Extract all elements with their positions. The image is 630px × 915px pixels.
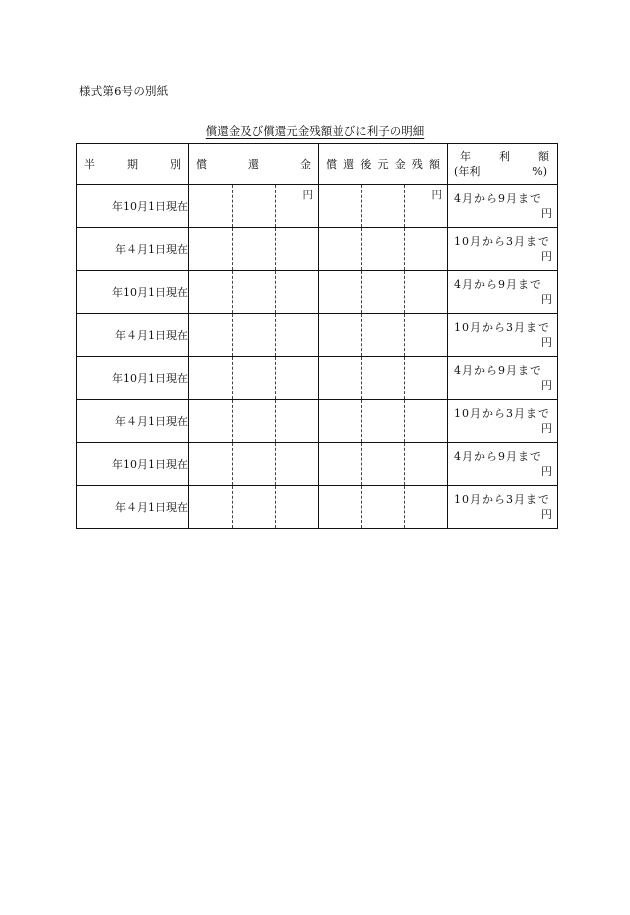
interest-yen-unit: 円 [541, 336, 553, 349]
period-cell: 年４月1日現在 [77, 228, 189, 271]
redemption-amount-cell[interactable] [233, 271, 276, 314]
rate-char: 利 [499, 150, 511, 163]
redemption-amount-cell[interactable] [233, 486, 276, 529]
redemption-amount-cell[interactable] [276, 314, 319, 357]
remaining-amount-cell[interactable] [362, 357, 405, 400]
interest-cell [448, 486, 558, 529]
redemption-amount-cell[interactable] [233, 228, 276, 271]
remaining-amount-cell[interactable] [319, 271, 362, 314]
table-row [77, 185, 558, 228]
remaining-amount-cell[interactable] [362, 400, 405, 443]
remaining-amount-cell[interactable] [319, 314, 362, 357]
interest-yen-unit: 円 [541, 250, 553, 263]
header-remaining [319, 144, 448, 185]
redemption-char: 金 [300, 158, 311, 171]
redemption-amount-cell[interactable] [233, 185, 276, 228]
interest-cell [448, 443, 558, 486]
remaining-amount-cell[interactable] [319, 357, 362, 400]
remaining-amount-cell[interactable] [405, 357, 448, 400]
redemption-amount-cell[interactable] [276, 486, 319, 529]
rate-sub-close: %) [532, 165, 548, 178]
remaining-amount-cell[interactable] [405, 271, 448, 314]
period-cell: 年10月1日現在 [77, 185, 189, 228]
period-cell: 年４月1日現在 [77, 314, 189, 357]
remaining-amount-cell[interactable] [362, 185, 405, 228]
interest-yen-unit: 円 [541, 207, 553, 220]
redemption-amount-cell[interactable] [276, 443, 319, 486]
period-cell: 年４月1日現在 [77, 486, 189, 529]
remaining-amount-cell[interactable] [405, 314, 448, 357]
remaining-char: 償 [326, 158, 337, 171]
interest-period: 10月から3月まで [454, 235, 551, 248]
redemption-amount-cell[interactable] [189, 400, 233, 443]
period-cell: 年10月1日現在 [77, 357, 189, 400]
remaining-amount-cell[interactable] [405, 228, 448, 271]
remaining-amount-cell[interactable] [362, 486, 405, 529]
redemption-header-text [189, 156, 318, 172]
remaining-amount-cell[interactable] [362, 228, 405, 271]
form-number-label: 様式第6号の別紙 [79, 84, 169, 98]
interest-cell [448, 271, 558, 314]
period-char: 半 [84, 158, 95, 171]
redemption-amount-cell[interactable] [189, 486, 233, 529]
redemption-table [76, 143, 558, 529]
remaining-amount-cell[interactable] [362, 271, 405, 314]
interest-period: 4月から9月まで [454, 192, 543, 205]
period-cell: 年10月1日現在 [77, 443, 189, 486]
interest-period: 4月から9月まで [454, 364, 543, 377]
redemption-amount-cell[interactable] [189, 357, 233, 400]
redemption-char: 還 [248, 158, 259, 171]
remaining-amount-cell[interactable] [319, 228, 362, 271]
redemption-char: 償 [196, 158, 207, 171]
rate-char: 額 [538, 150, 550, 163]
remaining-char: 還 [343, 158, 355, 171]
table-row [77, 228, 558, 271]
remaining-char: 後 [360, 158, 372, 171]
redemption-amount-cell[interactable] [189, 228, 233, 271]
interest-cell [448, 228, 558, 271]
interest-period: 10月から3月まで [454, 407, 551, 420]
yen-unit-label: 円 [431, 189, 443, 201]
interest-cell [448, 357, 558, 400]
interest-cell [448, 314, 558, 357]
remaining-amount-cell[interactable] [405, 443, 448, 486]
period-char: 別 [170, 158, 181, 171]
interest-cell [448, 400, 558, 443]
period-cell: 年10月1日現在 [77, 271, 189, 314]
header-period [77, 144, 189, 185]
interest-period: 4月から9月まで [454, 450, 543, 463]
remaining-char: 額 [429, 158, 441, 171]
redemption-amount-cell[interactable] [276, 271, 319, 314]
redemption-amount-cell[interactable] [276, 400, 319, 443]
interest-period: 4月から9月まで [454, 278, 543, 291]
redemption-amount-cell[interactable] [189, 271, 233, 314]
remaining-char: 元 [377, 158, 389, 171]
interest-period: 10月から3月まで [454, 321, 551, 334]
interest-yen-unit: 円 [541, 422, 553, 435]
header-interest [448, 144, 558, 185]
interest-header-text [448, 149, 557, 179]
redemption-amount-cell[interactable] [276, 357, 319, 400]
interest-period: 10月から3月まで [454, 493, 551, 506]
redemption-amount-cell[interactable] [276, 185, 319, 228]
rate-char: 年 [460, 150, 472, 163]
period-header-text [77, 156, 188, 172]
table-row [77, 357, 558, 400]
rate-sub-open: (年利 [454, 165, 481, 178]
redemption-amount-cell[interactable] [233, 443, 276, 486]
remaining-amount-cell[interactable] [405, 185, 448, 228]
redemption-amount-cell[interactable] [276, 228, 319, 271]
remaining-amount-cell[interactable] [319, 486, 362, 529]
remaining-amount-cell[interactable] [319, 400, 362, 443]
table-row [77, 271, 558, 314]
table-row [77, 314, 558, 357]
remaining-char: 金 [394, 158, 406, 171]
remaining-char: 残 [411, 158, 423, 171]
table-row [77, 443, 558, 486]
interest-yen-unit: 円 [541, 508, 553, 521]
interest-cell [448, 185, 558, 228]
interest-yen-unit: 円 [541, 465, 553, 478]
period-cell: 年４月1日現在 [77, 400, 189, 443]
remaining-amount-cell[interactable] [319, 443, 362, 486]
remaining-amount-cell[interactable] [405, 486, 448, 529]
redemption-amount-cell[interactable] [233, 314, 276, 357]
remaining-amount-cell[interactable] [319, 185, 362, 228]
remaining-amount-cell[interactable] [405, 400, 448, 443]
header-redemption [189, 144, 319, 185]
interest-yen-unit: 円 [541, 379, 553, 392]
redemption-amount-cell[interactable] [189, 185, 233, 228]
remaining-amount-cell[interactable] [362, 314, 405, 357]
redemption-amount-cell[interactable] [233, 400, 276, 443]
document-title: 償還金及び償還元金残額並びに利子の明細 [205, 124, 425, 138]
redemption-amount-cell[interactable] [233, 357, 276, 400]
redemption-amount-cell[interactable] [189, 443, 233, 486]
header-row [77, 144, 558, 185]
interest-yen-unit: 円 [541, 293, 553, 306]
table-row [77, 486, 558, 529]
redemption-amount-cell[interactable] [189, 314, 233, 357]
yen-unit-label: 円 [302, 189, 313, 201]
remaining-header-text [319, 156, 447, 172]
period-char: 期 [127, 158, 138, 171]
table-row [77, 400, 558, 443]
remaining-amount-cell[interactable] [362, 443, 405, 486]
